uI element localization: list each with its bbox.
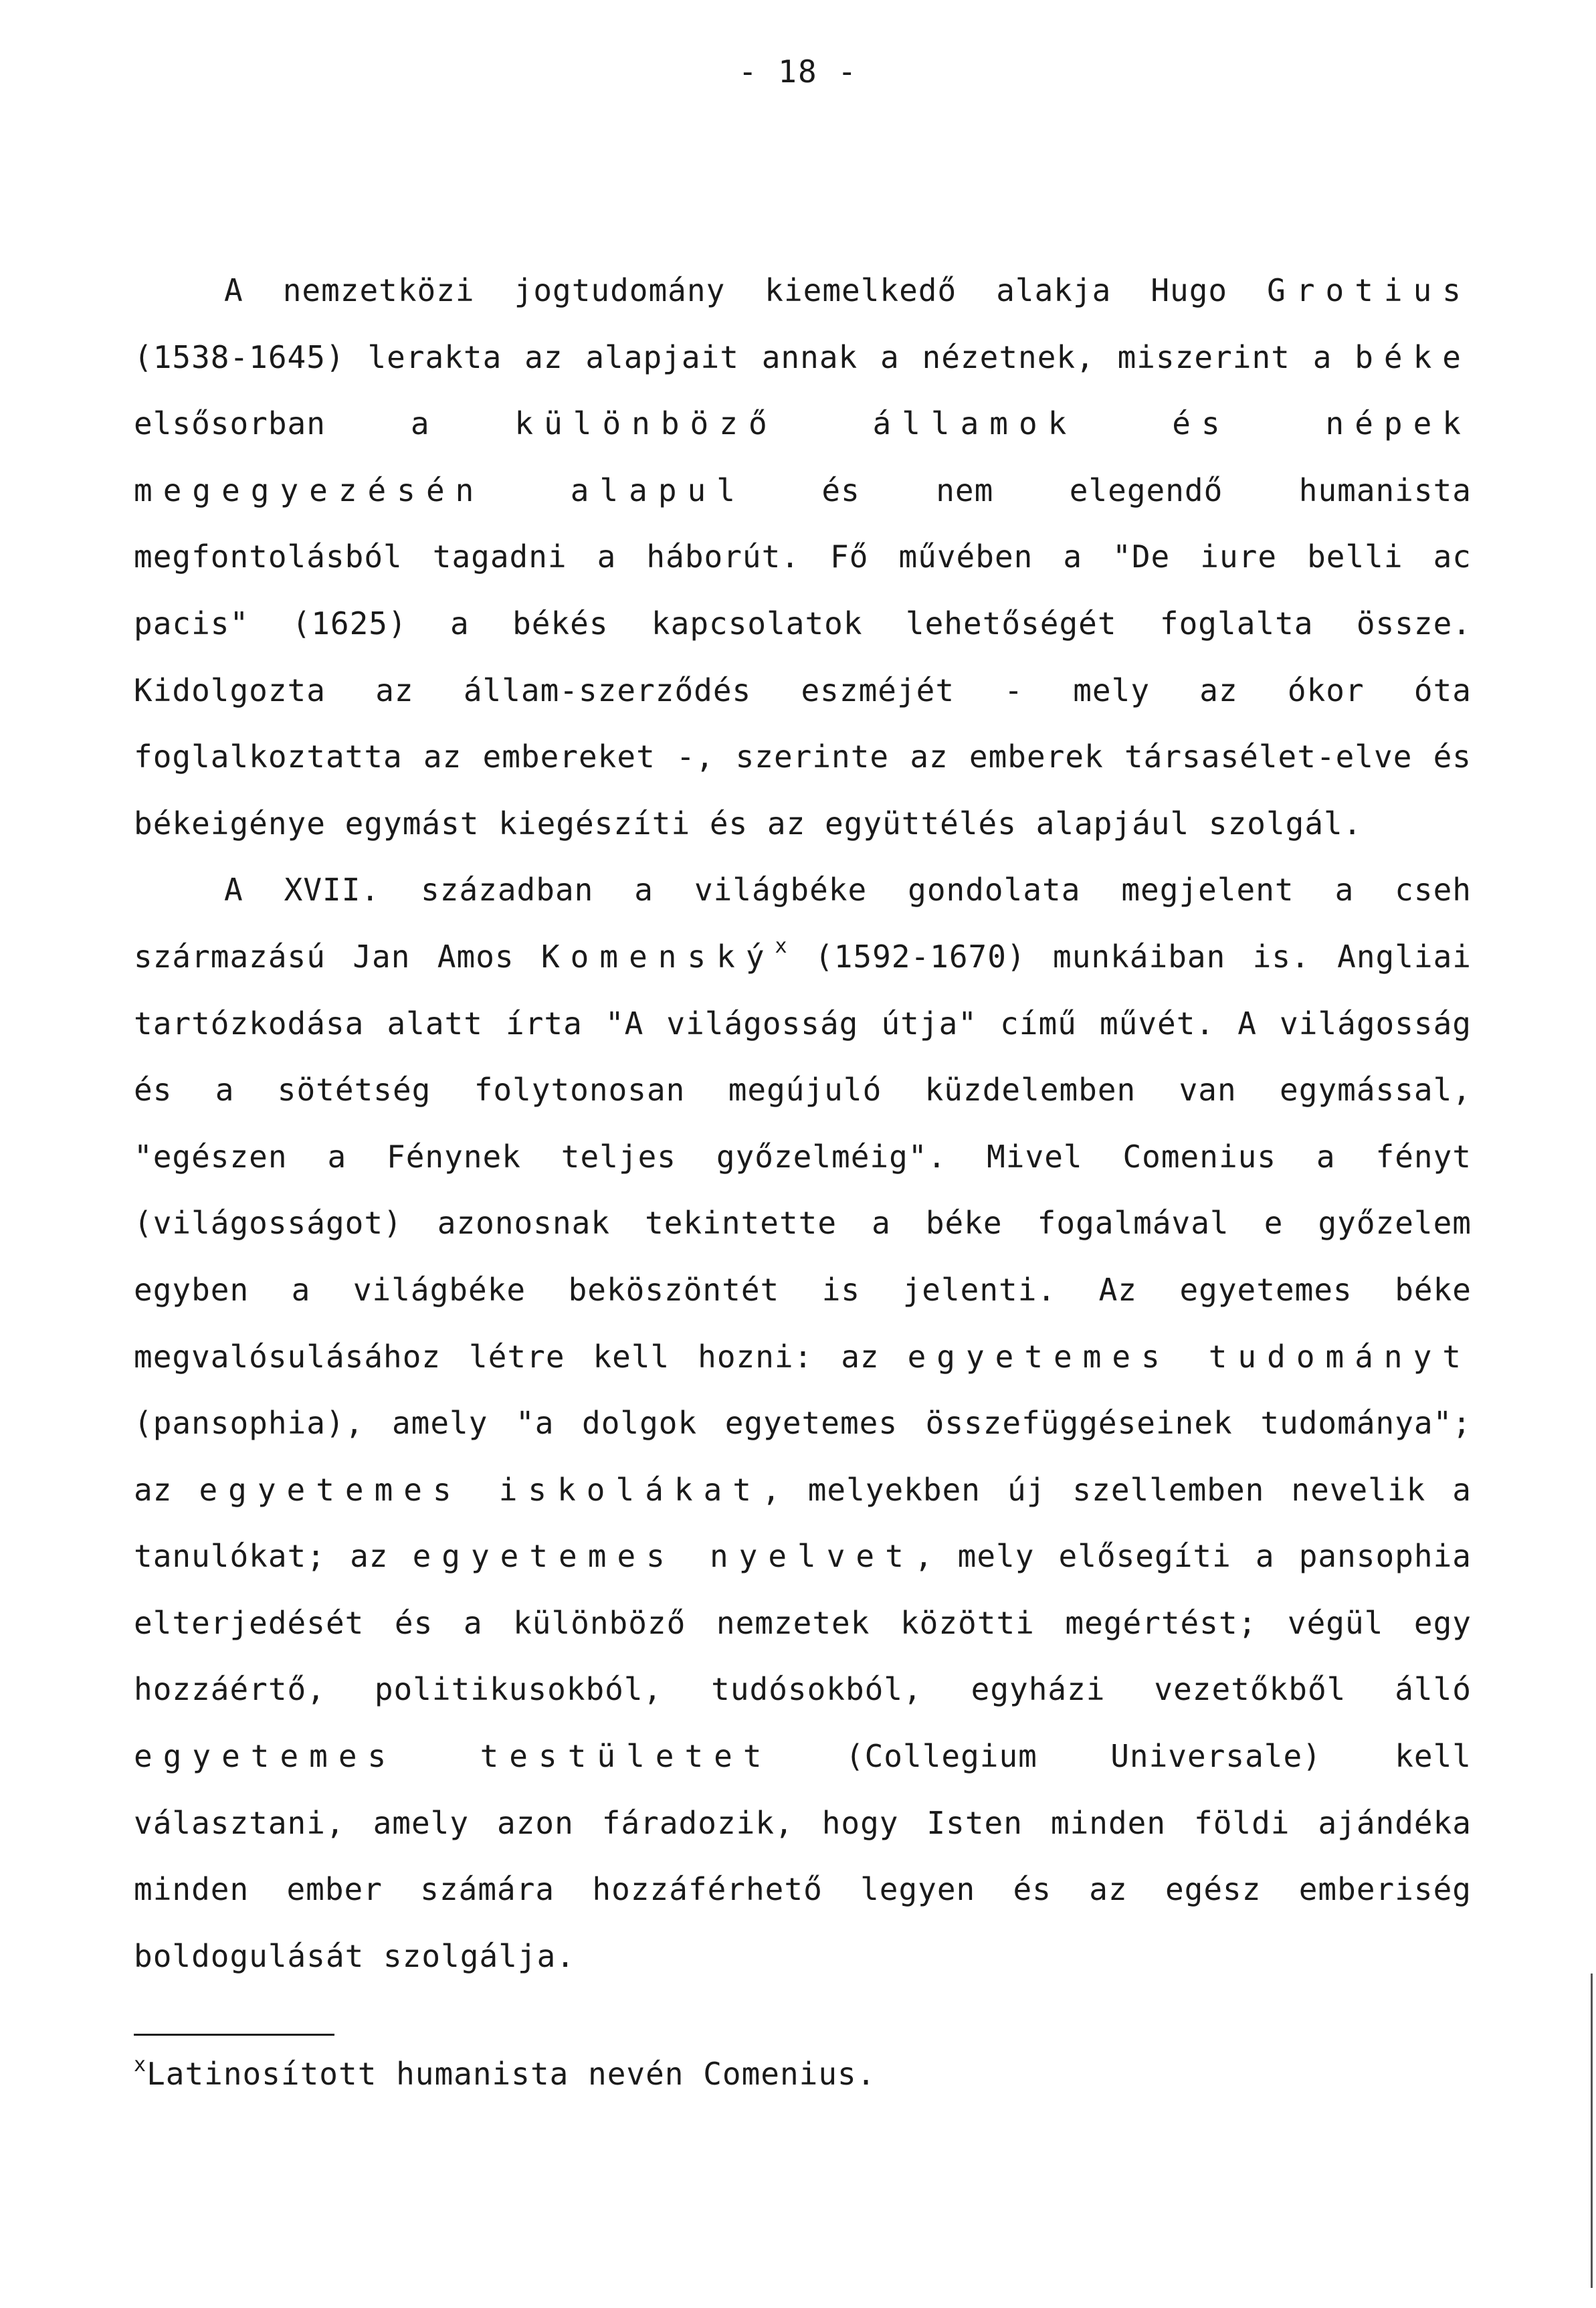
text-run: (Collegium Universale) kell választani, amely azon fáradozik, hogy Isten minden földi ajándéka minden ember számára hozzáférhető legyen és az egész emberiség boldogulását szolgálja. — [134, 1738, 1472, 1974]
body-text — [134, 258, 1472, 1990]
text-run: (1538-1645) lerakta az alapjait annak a nézetnek, miszerint a — [134, 339, 1355, 375]
spaced-phrase-iskolak: egyetemes iskolákat — [199, 1471, 762, 1508]
text-run: elsősorban a — [134, 405, 515, 442]
paragraph-grotius — [134, 258, 1472, 857]
spaced-name-komensky: Komenský — [540, 938, 775, 975]
spaced-phrase-allamok: különböző államok és népek megegyezésén alapul — [134, 405, 1472, 508]
text-run: A nemzetközi jogtudomány kiemelkedő alakja Hugo — [224, 272, 1268, 308]
text-run: (pansophia), amely "a dolgok egyetemes összefüggéseinek tudománya"; az — [134, 1405, 1472, 1508]
text-run: , melyekben új szellemben nevelik a tanulókat; az — [134, 1471, 1472, 1575]
spaced-phrase-testulet: egyetemes testületet — [134, 1738, 773, 1775]
text-run: , mely elősegíti a pansophia elterjedését és a különböző nemzetek közötti megértést; végül egy hozzáértő, politikusokból, tudósokból, egyházi vezetőkből álló — [134, 1538, 1472, 1708]
spaced-name-grotius: Grotius — [1267, 272, 1472, 308]
page-number: - 18 - — [738, 54, 858, 90]
spaced-phrase-nyelv: egyetemes nyelvet — [412, 1538, 914, 1575]
footnote-divider — [134, 2034, 334, 2036]
text-run: A XVII. században a világbéke gondolata megjelent a cseh származású Jan Amos — [134, 872, 1472, 975]
text-run: (1592-1670) munkáiban is. Angliai tartózkodása alatt írta "A világosság útja" című művét. A világosság és a sötétség folytonosan megújuló küzdelemben van egymással, "egészen a Fénynek teljes győzelméig". Mivel Comenius a fényt (világosságot) azonosnak tekintette a béke fogalmával e győzelem egyben a világbéke beköszöntét is jelenti. Az egyetemes béke megvalósulásához létre kell hozni: az — [134, 938, 1472, 1375]
scan-margin-line — [1591, 1974, 1593, 2288]
footnote-reference-mark: x — [775, 934, 788, 958]
footnote — [134, 2050, 1472, 2097]
spaced-word-beke: béke — [1355, 339, 1472, 375]
footnote-text: Latinosított humanista nevén Comenius. — [146, 2056, 876, 2092]
paragraph-komensky — [134, 857, 1472, 1990]
text-run: és nem elegendő humanista megfontolásból tagadni a háborút. Fő művében a "De iure belli ac pacis" (1625) a békés kapcsolatok lehetőségét foglalta össze. Kidolgozta az állam-szerződés eszméjét - mely az ókor óta foglalkoztatta az embereket -, szerinte az emberek társasélet-elve és békeigénye egymást kiegészíti és az együttélés alapjául szolgál. — [134, 472, 1472, 842]
footnote-mark: x — [134, 2053, 147, 2077]
spaced-phrase-tudomany: egyetemes tudományt — [907, 1338, 1472, 1375]
